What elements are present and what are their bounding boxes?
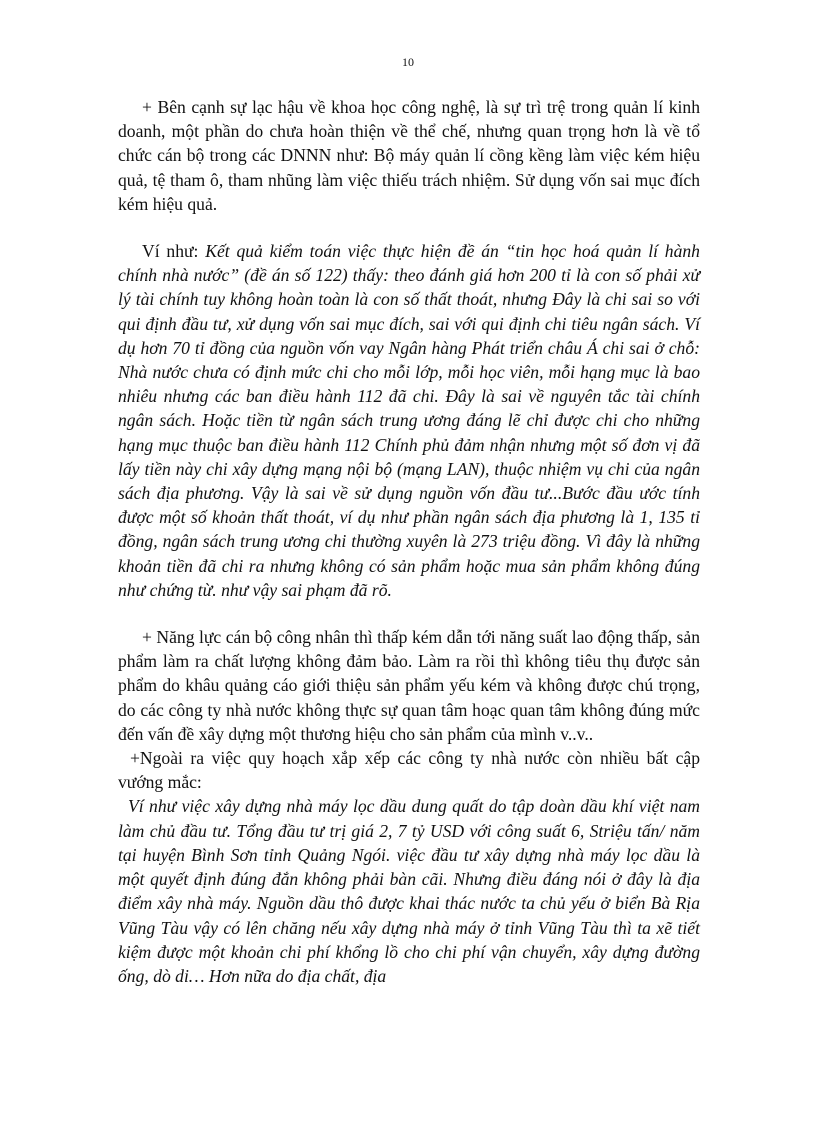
paragraph-staff-capacity: + Năng lực cán bộ công nhân thì thấp kém dẫn tới năng suất lao động thấp, sản phẩm làm ra chất lượng không đảm bảo. Làm ra rồi thì không tiêu thụ được sản phẩm do khâu quảng cáo giới thiệu sản phẩm yếu kém và không được chú trọng, do các công ty nhà nước không thực sự quan tâm hoạc quan tâm không đúng mức đến vấn đề xây dựng một thương hiệu cho sản phẩm của mình v..v.. <box>118 627 700 744</box>
page-number: 10 <box>402 55 414 69</box>
example-text: Kết quả kiểm toán việc thực hiện đề án “tin học hoá quản lí hành chính nhà nước” (đề án số 122) thấy: theo đánh giá hơn 200 tỉ là con số phải xử lý tài chính tuy không hoàn toàn là con số thất thoát, nhưng Đây là chi sai so với qui định đầu tư, xử dụng vốn sai mục đích, sai với qui định chi tiêu ngân sách. Ví dụ hơn 70 tỉ đồng của nguồn vốn vay Ngân hàng Phát triển châu Á chi sai ở chỗ: Nhà nước chưa có định mức chi cho mỗi lớp, mỗi học viên, mỗi hạng mục là bao nhiêu nhưng các ban điều hành 112 đã chi. Đây là sai về nguyên tắc tài chính ngân sách. Hoặc tiền từ ngân sách trung ương đáng lẽ chỉ được chi cho những hạng mục thuộc ban điều hành 112 Chính phủ đảm nhận nhưng một số đơn vị đã lấy tiền này chi xây dựng mạng nội bộ (mạng LAN), thuộc nhiệm vụ chi của ngân sách địa phương. Vậy là sai về sử dụng nguồn vốn đầu tư...Bước đầu ước tính được một số khoản thất thoát, ví dụ như phần ngân sách địa phương là 1, 135 tỉ đồng, ngân sách trung ương chi thường xuyên là 273 triệu đồng. Vì đây là những khoản tiền đã chi ra nhưng không có sản phẩm hoặc mua sản phẩm không đúng như chứng từ. như vậy sai phạm đã rõ. <box>118 241 700 600</box>
paragraph-refinery-example: Ví như việc xây dựng nhà máy lọc dầu dung quất do tập doàn dầu khí việt nam làm chủ đầu tư. Tổng đầu tư trị giá 2, 7 tỷ USD với công suất 6, Striệu tấn/ năm tại huyện Bình Sơn tỉnh Quảng Ngói. việc đầu tư xây dựng nhà máy lọc dầu là một quyết định đúng đắn không phải bàn cãi. Nhưng điều đáng nói ở đây là địa điểm xây nhà máy. Nguồn dầu thô được khai thác nước ta chủ yếu ở biển Bà Rịa Vũng Tàu vậy có lên chăng nếu xây dựng nhà máy ở tỉnh Vũng Tàu thì ta xẽ tiết kiệm được một khoản chi phí khổng lồ cho chi phí vận chuyển, xây dựng đường ống, dò di… Hơn nữa do địa chất, địa <box>118 796 700 986</box>
paragraph-technology-management: + Bên cạnh sự lạc hậu về khoa học công nghệ, là sự trì trệ trong quản lí kinh doanh, một phần do chưa hoàn thiện về thể chế, nhưng quan trọng hơn là về tổ chức cán bộ trong các DNNN như: Bộ máy quản lí cồng kềng làm việc kém hiệu quả, tệ tham ô, tham nhũng làm việc thiếu trách nhiệm. Sử dụng vốn sai mục đích kém hiệu quả. <box>118 97 700 214</box>
document-body <box>118 95 700 988</box>
example-label: Ví như: <box>142 241 206 262</box>
paragraph-planning-issues: +Ngoài ra việc quy hoạch xắp xếp các công ty nhà nước còn nhiều bất cập vướng mắc: <box>118 748 700 793</box>
paragraph-audit-example <box>118 239 700 602</box>
